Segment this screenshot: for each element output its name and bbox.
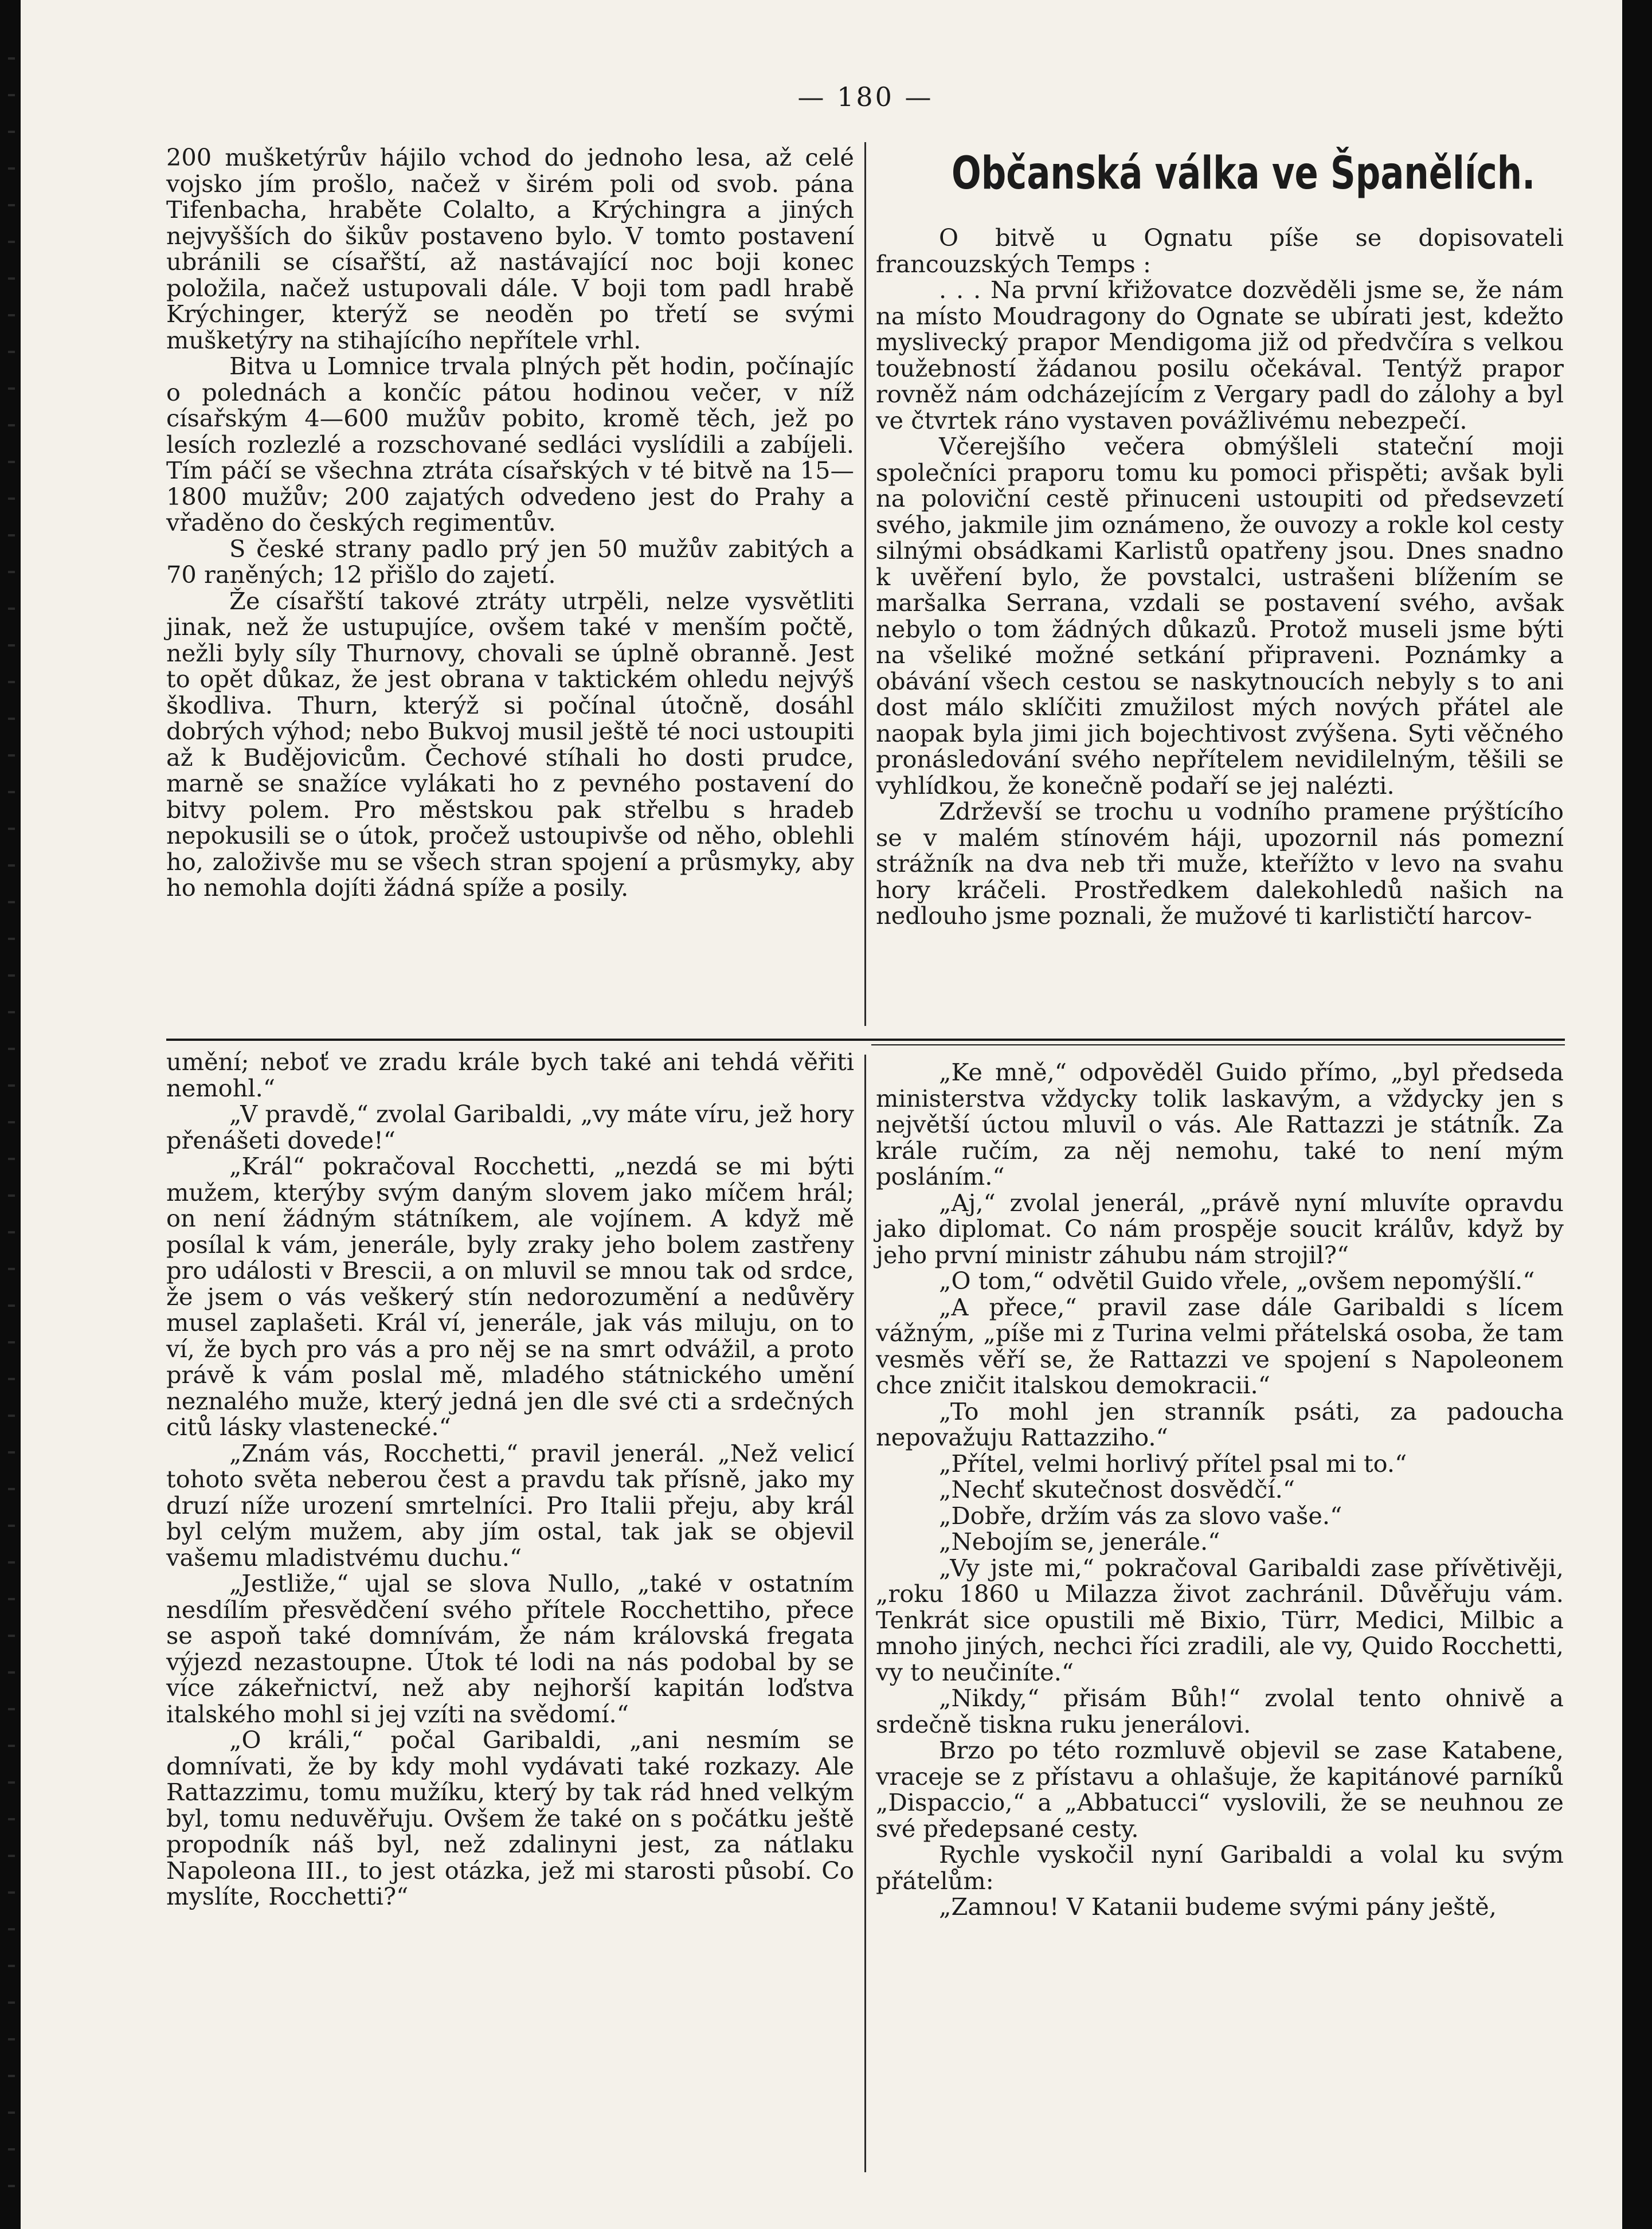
paragraph: „Znám vás, Rocchetti,“ pravil jenerál. „Než velicí tohoto světa neberou čest a pravdu tak přísně, jako my druzí níže urození smrtelníci. Pro Italii přeju, aby král byl celým mužem, aby jím ostal, tak jak se objevil vašemu mladistvému duchu.“ xyxy=(166,1439,854,1572)
column-upper-left xyxy=(166,144,854,901)
paragraph: „Nebojím se, jenerále.“ xyxy=(939,1527,1220,1556)
paragraph: „Vy jste mi,“ pokračoval Garibaldi zase přívětivěji, „roku 1860 u Milazza život zachránil. Důvěřuju vám. Tenkrát sice opustili mě Bixio, Türr, Medici, Milbic a mnoho jiných, nechci říci zradili, ale vy, Quido Rocchetti, vy to neučiníte.“ xyxy=(876,1553,1564,1686)
paragraph: Brzo po této rozmluvě objevil se zase Katabene, vraceje se z přístavu a ohlašuje, že kapitánové parníků „Dispaccio,“ a „Abbatucci“ vyslovili, že se neuhnou ze své předepsané cesty. xyxy=(876,1736,1564,1843)
column-divider-upper xyxy=(864,142,866,1026)
section-divider-secondary xyxy=(871,1044,1565,1045)
paragraph: „Zamnou! V Katanii budeme svými pány ještě, xyxy=(939,1893,1497,1921)
paragraph: Rychle vyskočil nyní Garibaldi a volal ku svým přátelům: xyxy=(876,1840,1564,1895)
paragraph: O bitvě u Ognatu píše se dopisovateli francouzských Temps : xyxy=(876,224,1564,278)
paragraph: „A přece,“ pravil zase dále Garibaldi s lícem vážným, „píše mi z Turina velmi přátelská osoba, že tam vesměs věří se, že Rattazzi ve spojení s Napoleonem chce zničit italskou demokracii.“ xyxy=(876,1292,1564,1399)
column-lower-right xyxy=(876,1059,1564,1920)
paragraph: . . . Na první křižovatce dozvěděli jsme se, že nám na místo Moudragony do Ognate se ubírati jest, kdežto myslivecký prapor Mendigoma již od předvčíra s velkou toužebností žádanou posilu očekával. Tentýž prapor rovněž nám odcházejícím z Vergary padl do zálohy a byl ve čtvrtek ráno vystaven povážlivému nebezpečí. xyxy=(876,276,1564,434)
paragraph: Zdrževší se trochu u vodního pramene prýštícího se v malém stínovém háji, upozornil nás pomezní strážník na dva neb tři muže, kteřížto v levo na svahu hory kráčeli. Prostředkem dalekohledů našich na nedlouho jsme poznali, že mužové ti karlističtí harcov- xyxy=(876,797,1564,930)
paragraph: umění; neboť ve zradu krále bych také ani tehdá věřiti nemohl.“ xyxy=(166,1048,854,1102)
paragraph: „O tom,“ odvětil Guido vřele, „ovšem nepomýšlí.“ xyxy=(939,1267,1535,1295)
paragraph: „Král“ pokračoval Rocchetti, „nezdá se mi býti mužem, kterýby svým daným slovem jako míčem hrál; on není žádným státníkem, ale vojínem. A když mě posílal k vám, jenerále, byly zraky jeho bolem zastřeny pro události v Brescii, a on mluvil se mnou tak od srdce, že jsem o vás veškerý stín nedorozumění a nedůvěry musel zaplašeti. Král ví, jenerále, jak vás miluju, on to ví, že bych pro vás a pro něj se na smrt odvážil, a proto právě k vám poslal mě, mladého státnického umění neznalého muže, který jedná jen dle své cti a srdečných citů lásky vlastenecké.“ xyxy=(166,1152,854,1441)
paragraph: „Nikdy,“ přisám Bůh!“ zvolal tento ohnivě a srdečně tiskna ruku jenerálovi. xyxy=(876,1684,1564,1738)
paragraph: Včerejšího večera obmýšleli stateční moji společníci praporu tomu ku pomoci přispěti; avšak byli na poloviční cestě přinuceni ustoupiti od předsevzetí svého, jakmile jim oznámeno, že ouvozy a rokle kol cesty silnými obsádkami Karlistů opatřeny jsou. Dnes snadno k uvěření bylo, že povstalci, ustrašeni blížením se maršalka Serrana, vzdali se postavení svého, avšak nebylo o tom žádných důkazů. Protož museli jsme býti na všeliké možné setkání připraveni. Poznámky a obávání všech cestou se naskytnoucích nebyly s to ani dost málo sklíčiti zmužilost mých nových přátel ale naopak byla jimi jich bojechtivost zvýšena. Syti věčného pronásledování svého nepřítelem nevidilelným, těšili se vyhlídkou, že konečně podaří se jej nalézti. xyxy=(876,432,1564,800)
paragraph: „V pravdě,“ zvolal Garibaldi, „vy máte víru, jež hory přenášeti dovede!“ xyxy=(166,1100,854,1154)
paragraph: 200 mušketýrův hájilo vchod do jednoho lesa, až celé vojsko jím prošlo, načež v širém poli od svob. pána Tifenbacha, hraběte Colalto, a Krýchingra a jiných nejvyšších do šikův postaveno bylo. V tomto postavení ubránili se císařští, až nastávající noc boji konec položila, načež ustupovali dále. V boji tom padl hrabě Krýchinger, kterýž se neoděn po třetí se svými mušketýry na stihajícího nepřítele vrhl. xyxy=(166,143,854,354)
paragraph: „Jestliže,“ ujal se slova Nullo, „také v ostatním nesdílím přesvědčení svého přítele Rocchettiho, přece se aspoň také domnívám, že nám královská fregata výjezd nezastoupne. Útok té lodi na nás podobal by se více zákeřnictví, než aby nejhorší kapitán loďstva italského mohl si jej vzíti na svědomí.“ xyxy=(166,1569,854,1728)
paragraph: „To mohl jen stranník psáti, za padoucha nepovažuju Rattazziho.“ xyxy=(876,1397,1564,1451)
paragraph: Že císařští takové ztráty utrpěli, nelze vysvětliti jinak, než že ustupujíce, ovšem také v menším počtě, nežli byly síly Thurnovy, chovali se úplně obranně. Jest to opět důkaz, že jest obrana v taktickém ohledu nejvýš škodliva. Thurn, kterýž si počínal útočně, dosáhl dobrých výhod; nebo Bukvoj musil ještě té noci ustoupiti až k Budějovicům. Čechové stíhali ho dosti prudce, marně se snažíce vylákati ho z pevného postavení do bitvy polem. Pro městskou pak střelbu s hradeb nepokusili se o útok, pročež ustoupivše od něho, oblehli ho, založivše mu se všech stran spojení a průsmyky, aby ho nemohla dojíti žádná spíže a posily. xyxy=(166,586,854,902)
paragraph: „O králi,“ počal Garibaldi, „ani nesmím se domnívati, že by kdy mohl vydávati také rozkazy. Ale Rattazzimu, tomu mužíku, který by tak rád hned velkým byl, tomu neduvěřuju. Ovšem že také on s počátku ještě propodník náš byl, než zdalinyni jest, za nátlaku Napoleona III., to jest otázka, jež mi starosti působí. Co myslíte, Rocchetti?“ xyxy=(166,1726,854,1910)
scan-right-edge xyxy=(1622,0,1652,2229)
section-divider xyxy=(166,1039,1565,1041)
paragraph: „Nechť skutečnost dosvědčí.“ xyxy=(939,1475,1295,1503)
column-divider-lower xyxy=(864,1055,866,2172)
paragraph: „Dobře, držím vás za slovo vaše.“ xyxy=(939,1501,1342,1530)
paragraph: „Aj,“ zvolal jenerál, „právě nyní mluvíte opravdu jako diplomat. Co nám prospěje soucit králův, když by jeho první ministr záhubu nám strojil?“ xyxy=(876,1188,1564,1269)
page-number: — 180 — xyxy=(797,81,934,112)
paragraph: Bitva u Lomnice trvala plných pět hodin, počínajíc o polednách a končíc pátou hodinou večer, v níž císařským 4—600 mužův pobito, kromě těch, jež po lesích rozlezlé a rozschované sedláci vyslídili a zabíjeli. Tím páčí se všechna ztráta císařských v té bitvě na 15—1800 mužův; 200 zajatých odvedeno jest do Prahy a vřaděno do českých regimentův. xyxy=(166,352,854,536)
scan-binding-marks xyxy=(8,23,15,2207)
column-upper-right xyxy=(876,144,1564,929)
article-headline: Občanská válka ve Španělích. xyxy=(952,148,1536,199)
paragraph: S české strany padlo prý jen 50 mužův zabitých a 70 raněných; 12 přišlo do zajetí. xyxy=(166,534,854,589)
column-lower-left xyxy=(166,1049,854,1910)
paragraph: „Přítel, velmi horlivý přítel psal mi to.“ xyxy=(939,1449,1407,1478)
paragraph: „Ke mně,“ odpověděl Guido přímo, „byl předseda ministerstva vždycky tolik laskavým, a vždycky jen s největší úctou mluvil o vás. Ale Rattazzi je státník. Za krále ručím, za něj nemohu, také to není mým posláním.“ xyxy=(876,1058,1564,1190)
